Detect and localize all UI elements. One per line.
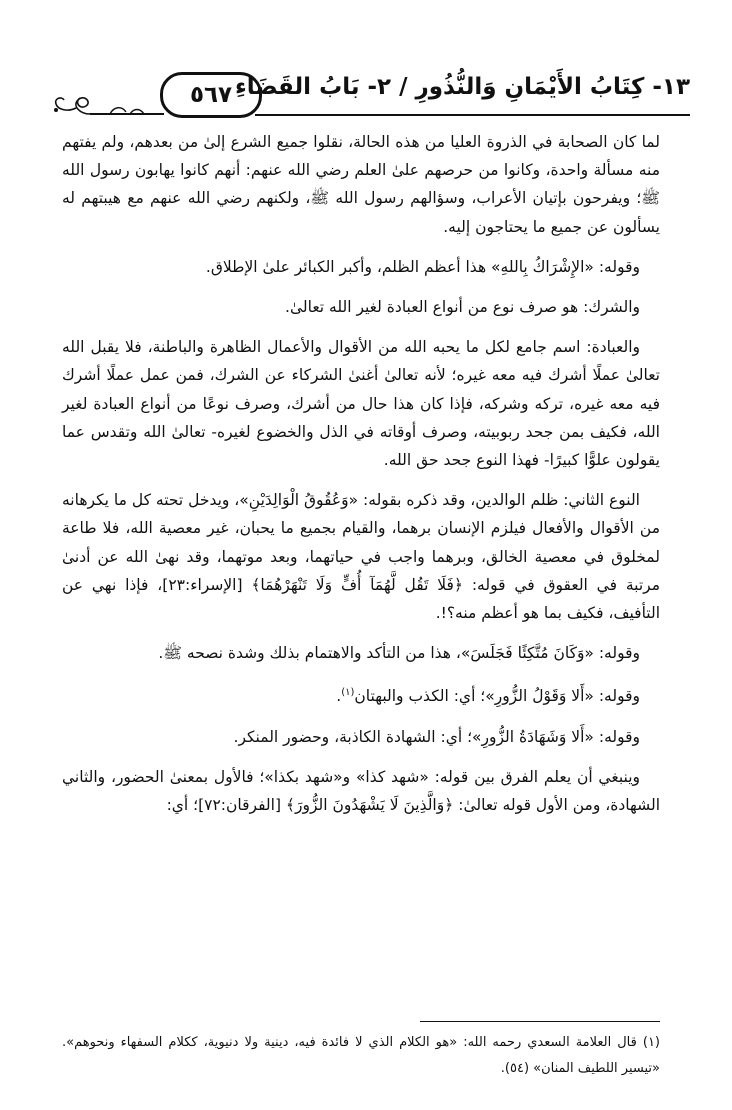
paragraph: وقوله: «أَلا وَقَوْلُ الزُّورِ»؛ أي: الكذب والبهتان$^{(١)}$. — [336, 687, 640, 706]
footnote: (١) قال العلامة السعدي رحمه الله: «هو الكلام الذي لا فائدة فيه، دينية ولا دنيوية، ككلام السفهاء ونحوهم». «تيسير اللطيف المنان» (٥٤). — [62, 1035, 660, 1076]
paragraph: النوع الثاني: ظلم الوالدين، وقد ذكره بقوله: «وَعُقُوقُ الْوَالِدَيْنِ»، ويدخل تحته كل ما يكرهانه من الأقوال والأفعال فيلزم الإنسان برهما، والقيام بجميع ما يحبان، غير معصية الله، فلا طاعة لمخلوق في معصية الخالق، وبرهما واجب في حياتهما، وبعد موتهما، وقد نهىٰ الله عن أدنىٰ مرتبة في العقوق في قوله: ﴿فَلَا تَقُل لَّهُمَآ أُفٍّ وَلَا تَنْهَرْهُمَا﴾ [الإسراء:٢٣]، فإذا نهي عن التأفيف، فكيف بما هو أعظم منه؟!. — [62, 491, 660, 623]
paragraph: وقوله: «الإِشْرَاكُ بِاللهِ» هذا أعظم الظلم، وأكبر الكبائر علىٰ الإطلاق. — [205, 257, 640, 276]
ornament-flourish-icon — [50, 86, 166, 116]
main-text — [62, 128, 660, 831]
paragraph-text: وقوله: «أَلا وَقَوْلُ الزُّورِ»؛ أي: الكذب والبهتان — [354, 687, 640, 706]
paragraph: وقوله: «أَلا وَشَهَادَةُ الزُّورِ»؛ أي: الشهادة الكاذبة، وحضور المنكر. — [233, 727, 640, 746]
paragraph: وقوله: «وَكَانَ مُتَّكِئًا فَجَلَسَ»، هذا من التأكد والاهتمام بذلك وشدة نصحه ﷺ. — [158, 644, 640, 663]
paragraph: والعبادة: اسم جامع لكل ما يحبه الله من الأقوال والأعمال الظاهرة والباطنة، فلا يقبل الله تعالىٰ عملًا أشرك فيه معه غيره؛ لأنه تعالىٰ أغنىٰ الشركاء عن الشرك، فمن عمل عملًا أشرك فيه معه غيره، تركه وشركه، فإذا كان هذا حال من أشرك، وصرف نوعًا من أنواع العبادة لغير الله، فكيف بمن جحد ربوبيته، وصرف أوقاته في الذل والخضوع لغيره- تعالىٰ الله وتقدس عما يقولون علوًّا كبيرًا- فهذا النوع جحد حق الله. — [62, 338, 660, 470]
chapter-title: ١٣- كِتَابُ الأَيْمَانِ وَالنُّذُورِ / ٢- بَابُ القَضَاءِ — [234, 74, 690, 100]
page-header — [50, 64, 690, 124]
paragraph: وينبغي أن يعلم الفرق بين قوله: «شهد كذا» و«شهد بكذا»؛ فالأول بمعنىٰ الحضور، والثاني الشهادة، ومن الأول قوله تعالىٰ: ﴿وَالَّذِينَ لَا يَشْهَدُونَ الزُّورَ﴾ [الفرقان:٧٢]؛ أي: — [62, 768, 660, 815]
page-number: ٥٦٧ — [160, 72, 262, 118]
header-rule — [255, 114, 690, 116]
footnote-separator — [420, 1021, 660, 1022]
paragraph: لما كان الصحابة في الذروة العليا من هذه الحالة، نقلوا جميع الشرع إلىٰ من بعدهم، ولم يفتهم منه مسألة واحدة، وكانوا من حرصهم علىٰ العلم رضي الله عنهم: أنهم كانوا يهابون رسول الله ﷺ؛ ويفرحون بإتيان الأعراب، وسؤالهم رسول الله ﷺ، ولكنهم رضي الله عنهم مع هيبتهم له يسألون عن جميع ما يحتاجون إليه. — [62, 133, 660, 236]
paragraph: والشرك: هو صرف نوع من أنواع العبادة لغير الله تعالىٰ. — [285, 298, 640, 317]
footnote-marker: (١) — [341, 687, 355, 699]
